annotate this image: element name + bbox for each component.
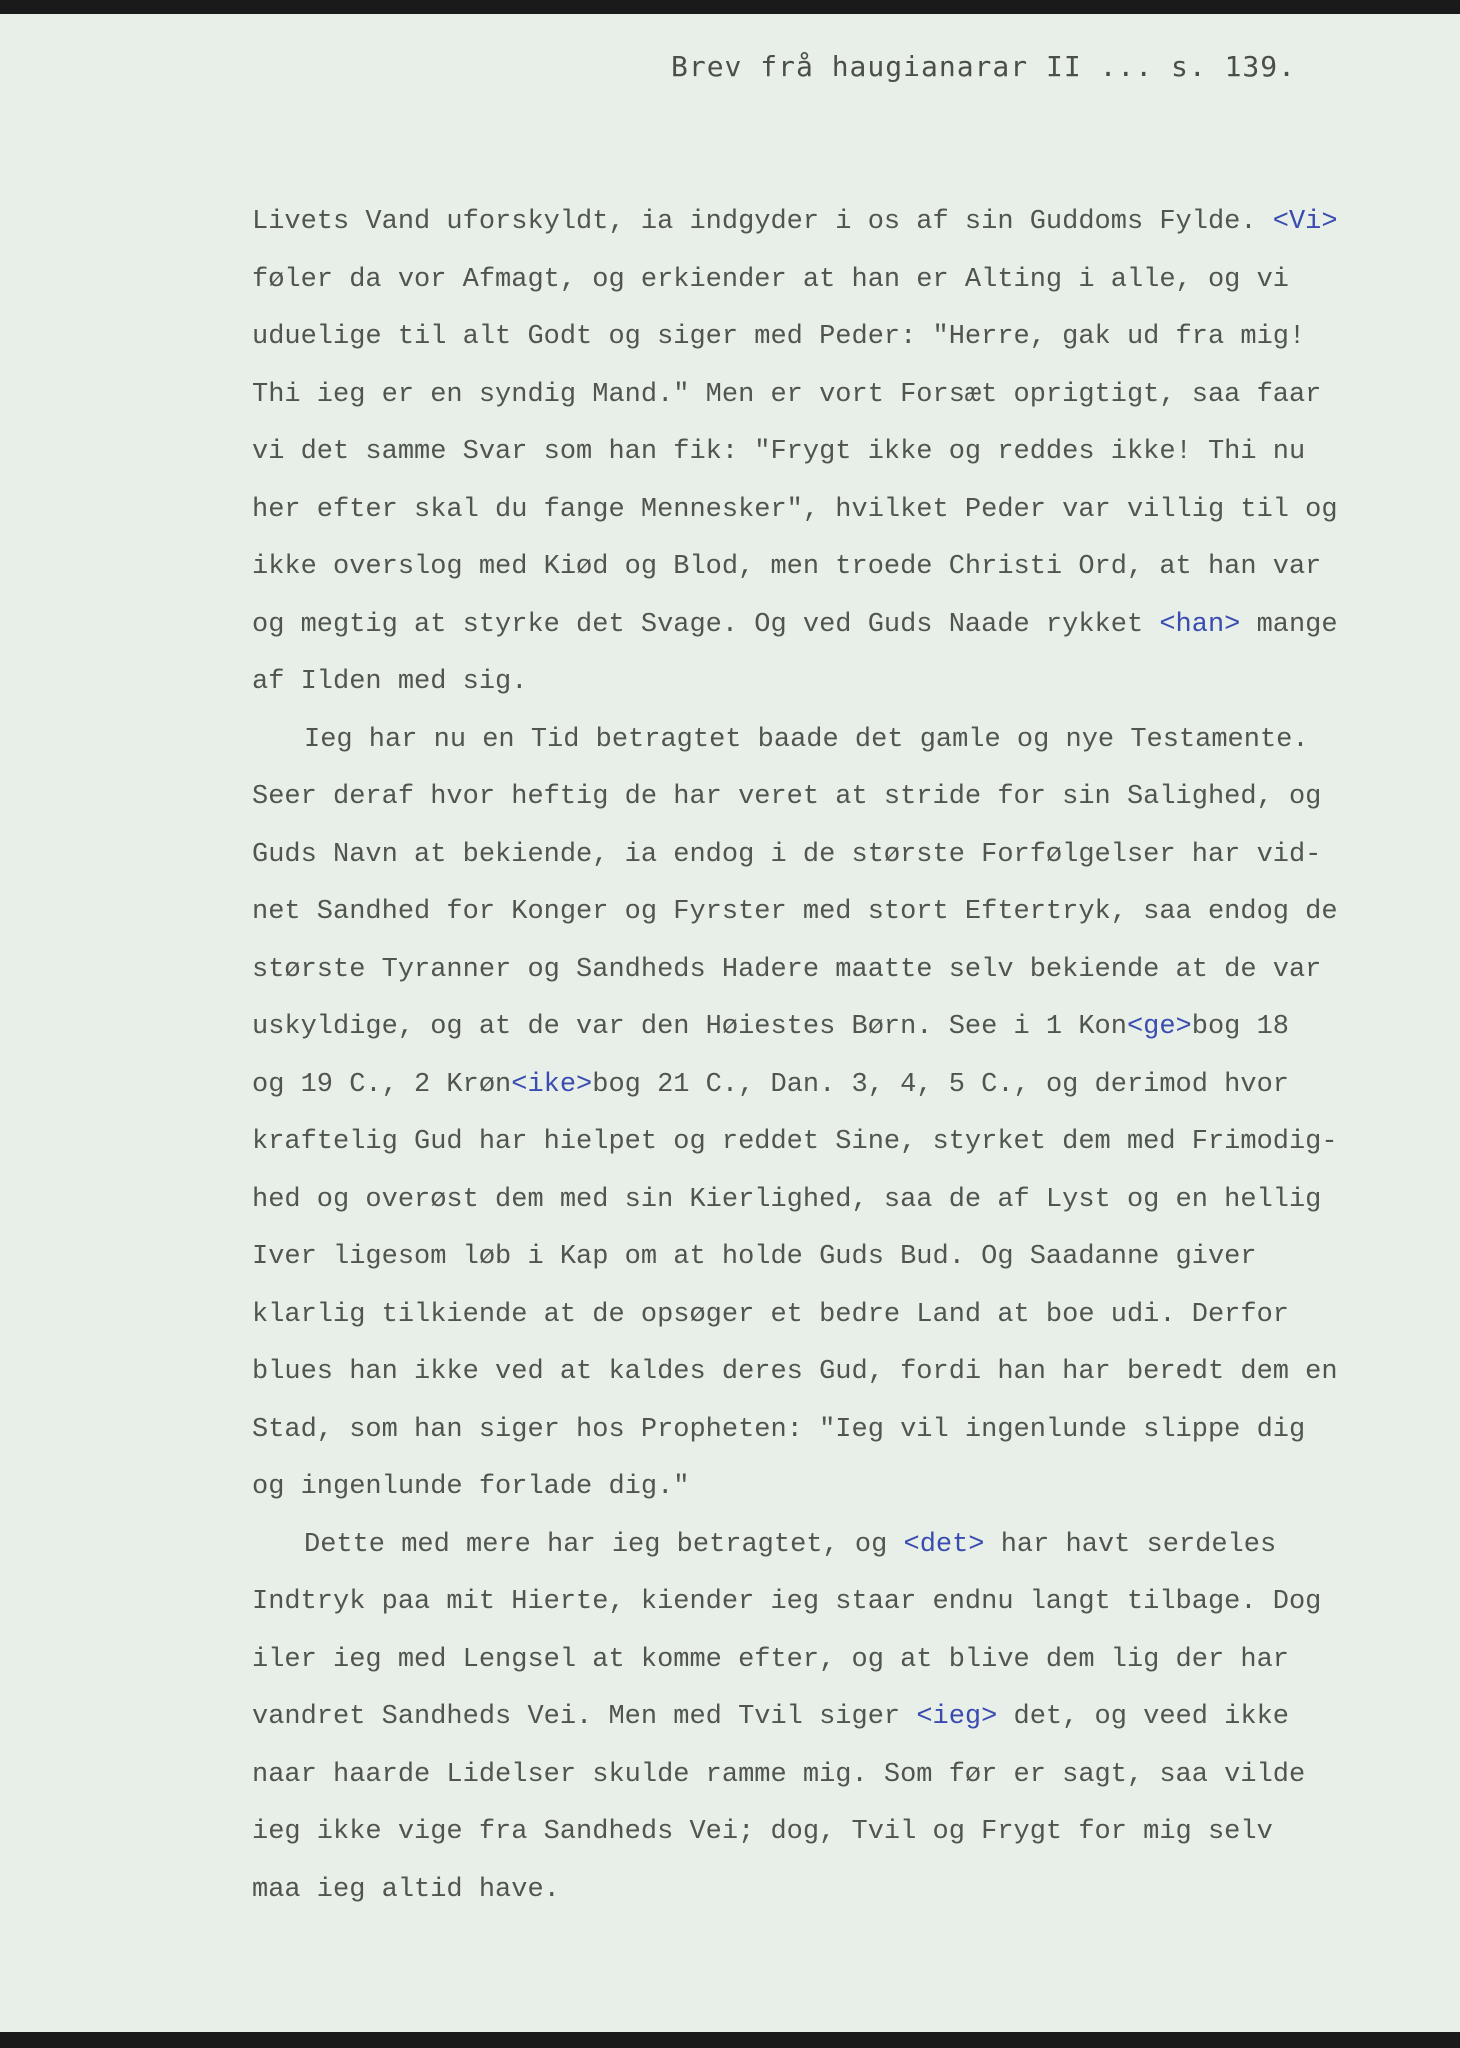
text-segment: Stad, som han siger hos Propheten: "Ieg vil ingenlunde slippe dig	[252, 1414, 1306, 1445]
document-page	[0, 14, 1460, 2032]
text-line	[252, 1114, 1338, 1172]
text-segment: af Ilden med sig.	[252, 667, 528, 697]
text-line	[252, 597, 1338, 655]
text-segment: Ieg har nu en Tid betragtet baade det gamle og nye Testamente.	[304, 724, 1309, 755]
text-segment: Seer deraf hvor heftig de har veret at stride for sin Salighed, og	[252, 782, 1322, 812]
text-segment: klarlig tilkiende at de opsøger et bedre Land at boe udi. Derfor	[252, 1299, 1289, 1330]
text-segment: bog 21 C., Dan. 3, 4, 5 C., og derimod hvor	[592, 1069, 1289, 1100]
text-line	[252, 769, 1338, 827]
text-line	[252, 309, 1338, 367]
text-segment: vandret Sandheds Vei. Men med Tvil siger	[252, 1702, 917, 1732]
editorial-insertion: <ike>	[511, 1069, 593, 1100]
text-segment: føler da vor Afmagt, og erkiender at han er Alting i alle, og vi	[252, 264, 1289, 295]
text-segment: det, og veed ikke	[997, 1702, 1289, 1732]
text-segment: Guds Navn at bekiende, ia endog i de største Forfølgelser har vid-	[252, 839, 1322, 870]
text-line	[252, 1459, 1338, 1517]
text-segment: her efter skal du fange Mennesker", hvilket Peder var villig til og	[252, 494, 1338, 525]
text-segment: ikke overslog med Kiød og Blod, men troede Christi Ord, at han var	[252, 552, 1322, 582]
text-line	[252, 827, 1338, 885]
text-segment: Indtryk paa mit Hierte, kiender ieg staar endnu langt tilbage. Dog	[252, 1587, 1322, 1617]
text-line	[252, 942, 1338, 1000]
text-line	[252, 1862, 1338, 1920]
text-segment: største Tyranner og Sandheds Hadere maatte selv bekiende at de var	[252, 954, 1322, 985]
text-line	[252, 1747, 1338, 1805]
text-line	[252, 1574, 1338, 1632]
text-line	[252, 539, 1338, 597]
text-line	[252, 194, 1338, 252]
text-line	[252, 999, 1338, 1057]
text-line	[252, 1804, 1338, 1862]
text-segment: bog 18	[1191, 1012, 1289, 1042]
editorial-insertion: <ieg>	[916, 1702, 998, 1732]
text-line	[252, 1344, 1338, 1402]
text-line	[252, 1287, 1338, 1345]
text-segment: og megtig at styrke det Svage. Og ved Guds Naade rykket	[252, 609, 1160, 640]
text-segment: Thi ieg er en syndig Mand." Men er vort Forsæt oprigtigt, saa faar	[252, 379, 1322, 410]
editorial-insertion: <Vi>	[1272, 207, 1338, 237]
text-segment: har havt serdeles	[984, 1529, 1277, 1560]
text-segment: maa ieg altid have.	[252, 1874, 560, 1905]
editorial-insertion: <det>	[903, 1529, 985, 1560]
text-segment: kraftelig Gud har hielpet og reddet Sine, styrket dem med Frimodig-	[252, 1127, 1338, 1157]
text-segment: og 19 C., 2 Krøn	[252, 1069, 512, 1100]
text-segment: blues han ikke ved at kaldes deres Gud, fordi han har beredt dem en	[252, 1357, 1338, 1387]
editorial-insertion: <han>	[1159, 609, 1241, 640]
text-segment: Dette med mere har ieg betragtet, og	[304, 1529, 904, 1560]
text-line	[252, 884, 1338, 942]
text-line	[252, 1689, 1338, 1747]
text-line	[252, 1172, 1338, 1230]
text-segment: net Sandhed for Konger og Fyrster med stort Eftertryk, saa endog de	[252, 897, 1338, 927]
text-segment: uduelige til alt Godt og siger med Peder: "Herre, gak ud fra mig!	[252, 322, 1306, 352]
text-line	[252, 367, 1338, 425]
text-line	[252, 1229, 1338, 1287]
text-segment: vi det samme Svar som han fik: "Frygt ikke og reddes ikke! Thi nu	[252, 437, 1306, 467]
text-segment: Iver ligesom løb i Kap om at holde Guds Bud. Og Saadanne giver	[252, 1242, 1257, 1272]
text-line	[252, 712, 1338, 770]
text-line	[252, 1402, 1338, 1460]
text-segment: hed og overøst dem med sin Kierlighed, saa de af Lyst og en hellig	[252, 1184, 1322, 1215]
text-line	[252, 252, 1338, 310]
text-line	[252, 424, 1338, 482]
text-line	[252, 1057, 1338, 1115]
letter-body	[252, 194, 1338, 1919]
text-segment: Livets Vand uforskyldt, ia indgyder i os af sin Guddoms Fylde.	[252, 207, 1273, 237]
text-line	[252, 654, 1338, 712]
text-segment: iler ieg med Lengsel at komme efter, og at blive dem lig der har	[252, 1644, 1289, 1675]
text-segment: og ingenlunde forlade dig."	[252, 1472, 690, 1502]
text-line	[252, 1632, 1338, 1690]
text-segment: ieg ikke vige fra Sandheds Vei; dog, Tvil og Frygt for mig selv	[252, 1817, 1273, 1847]
editorial-insertion: <ge>	[1126, 1012, 1192, 1042]
page-header: Brev frå haugianarar II ... s. 139.	[670, 50, 1296, 83]
text-line	[252, 1517, 1338, 1575]
text-segment: mange	[1240, 609, 1338, 640]
text-line	[252, 482, 1338, 540]
text-segment: naar haarde Lidelser skulde ramme mig. Som før er sagt, saa vilde	[252, 1759, 1306, 1790]
text-segment: uskyldige, og at de var den Høiestes Børn. See i 1 Kon	[252, 1012, 1127, 1042]
